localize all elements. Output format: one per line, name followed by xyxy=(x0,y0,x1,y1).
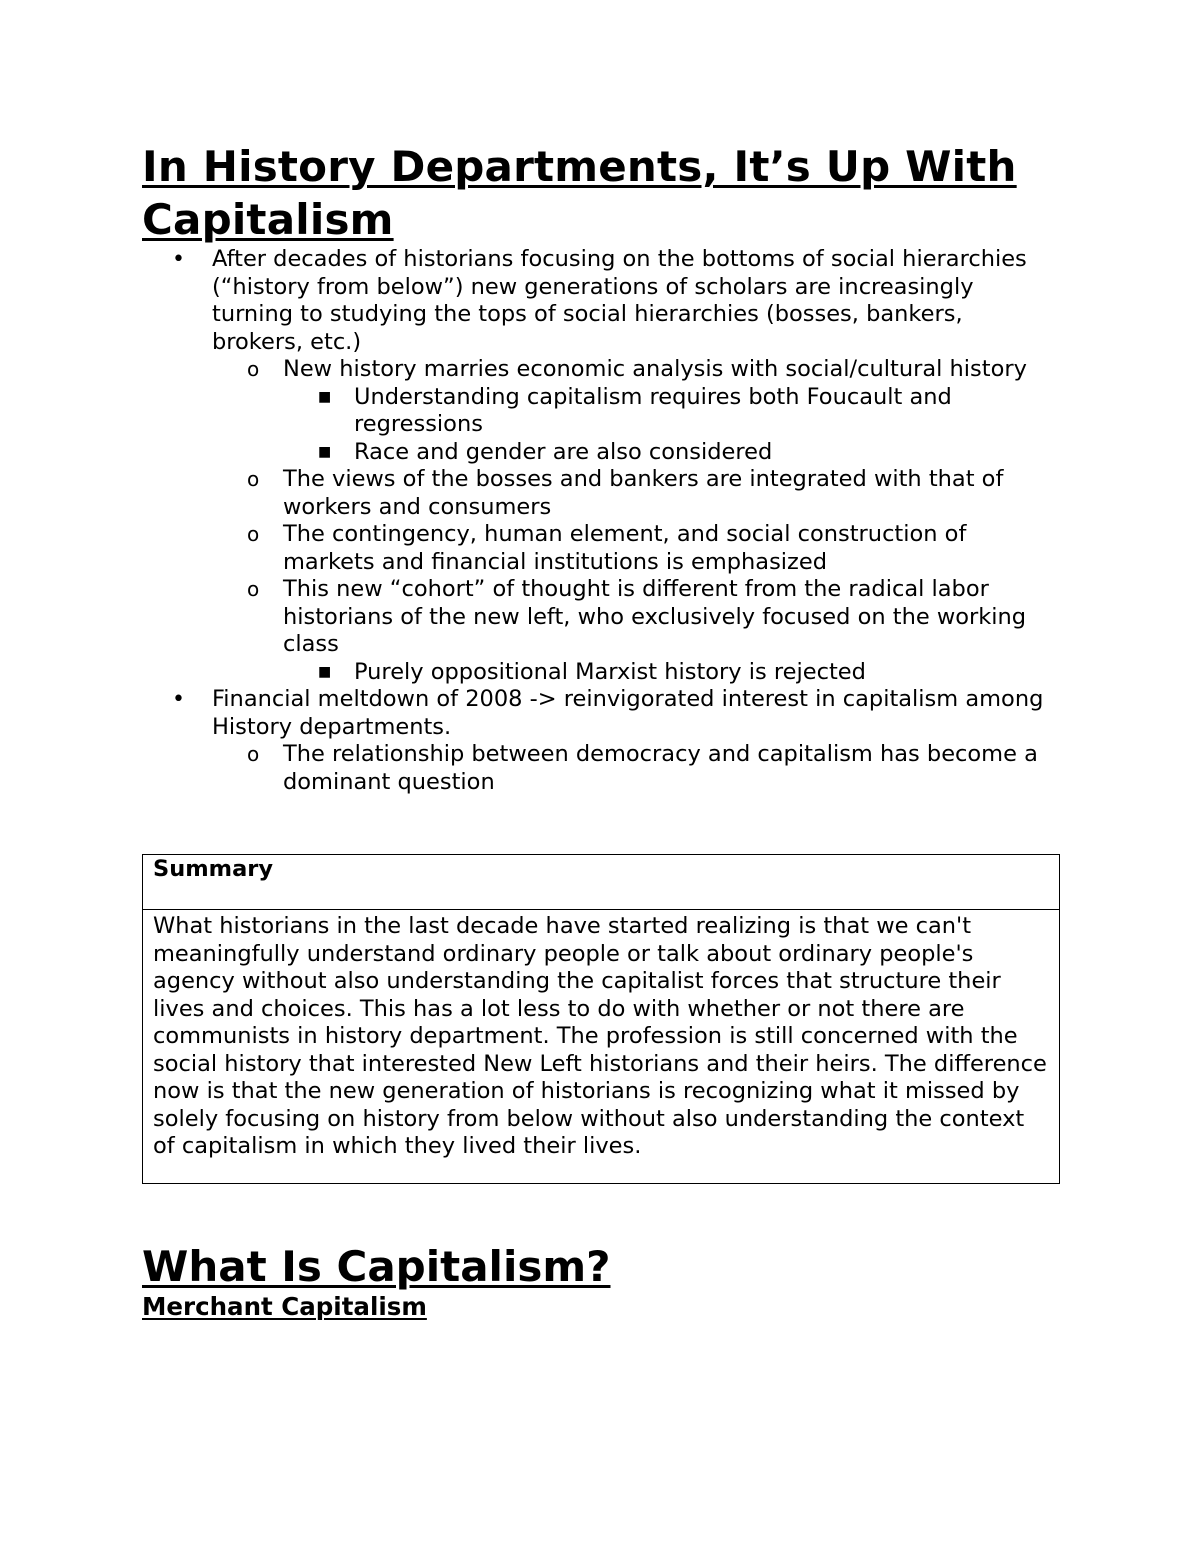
bullet-circle-icon: o xyxy=(247,467,260,491)
document-page xyxy=(142,140,1060,1322)
bullet-circle-icon: o xyxy=(247,742,260,766)
list-item-text: Purely oppositional Marxist history is rejected xyxy=(354,658,866,685)
list-item xyxy=(142,576,1060,659)
list-item-text: Financial meltdown of 2008 -> reinvigorated interest in capitalism among History departments. xyxy=(212,686,1044,740)
list-item xyxy=(142,439,1060,467)
list-item xyxy=(142,384,1060,439)
list-item-text: The contingency, human element, and social construction of markets and financial institutions is emphasized xyxy=(283,521,967,575)
list-item-text: After decades of historians focusing on the bottoms of social hierarchies (“history from below”) new generations of scholars are increasingly turning to studying the tops of social hierarchies (bosses, bankers, brokers, etc.) xyxy=(212,246,1027,355)
summary-heading: Summary xyxy=(143,855,1059,910)
sublist xyxy=(142,741,1060,796)
sublist-container xyxy=(142,659,1060,687)
summary-table xyxy=(142,854,1060,1184)
sublist-container xyxy=(142,741,1060,796)
list-item-text: Race and gender are also considered xyxy=(354,438,773,465)
section-title: What Is Capitalism? xyxy=(142,1241,611,1291)
list-item xyxy=(142,521,1060,576)
sublist xyxy=(142,356,1060,686)
subsection-title: Merchant Capitalism xyxy=(142,1291,427,1321)
bullet-circle-icon: o xyxy=(247,577,260,601)
bullet-square-icon: ■ xyxy=(318,388,332,405)
list-item xyxy=(142,466,1060,521)
bullet-square-icon: ■ xyxy=(318,443,332,460)
sublist-container xyxy=(142,356,1060,686)
list-item-text: New history marries economic analysis with social/cultural history xyxy=(283,356,1027,382)
list-item-text: This new “cohort” of thought is different from the radical labor historians of the new left, who exclusively focused on the working class xyxy=(283,576,1027,657)
bullet-circle-icon: o xyxy=(247,522,260,546)
list-item xyxy=(142,659,1060,687)
bullet-disc-icon: • xyxy=(172,687,185,712)
list-item xyxy=(142,741,1060,796)
list-item-text: The views of the bosses and bankers are integrated with that of workers and consumers xyxy=(283,466,1004,520)
sublist xyxy=(142,659,1060,687)
bullet-disc-icon: • xyxy=(172,247,185,272)
document-title: In History Departments, It’s Up With Capitalism xyxy=(142,142,1017,244)
sublist-container xyxy=(142,384,1060,467)
summary-text: What historians in the last decade have started realizing is that we can't meaningfully understand ordinary people or talk about ordinary people's agency without also understanding the capitalist forces that structure their lives and choices. This has a lot less to do with whether or not there are communists in history department. The profession is still concerned with the social history that interested New Left historians and their heirs. The difference now is that the new generation of historians is recognizing what it missed by solely focusing on history from below without also understanding the context of capitalism in which they lived their lives. xyxy=(153,913,1047,1159)
bullet-square-icon: ■ xyxy=(318,663,332,680)
bullet-circle-icon: o xyxy=(247,357,260,381)
list-item-text: The relationship between democracy and capitalism has become a dominant question xyxy=(283,741,1038,795)
outline-list xyxy=(142,246,1060,796)
list-item xyxy=(142,246,1060,356)
sublist xyxy=(142,384,1060,467)
list-item-text: Understanding capitalism requires both Foucault and regressions xyxy=(354,383,952,437)
list-item xyxy=(142,686,1060,741)
list-item xyxy=(142,356,1060,384)
